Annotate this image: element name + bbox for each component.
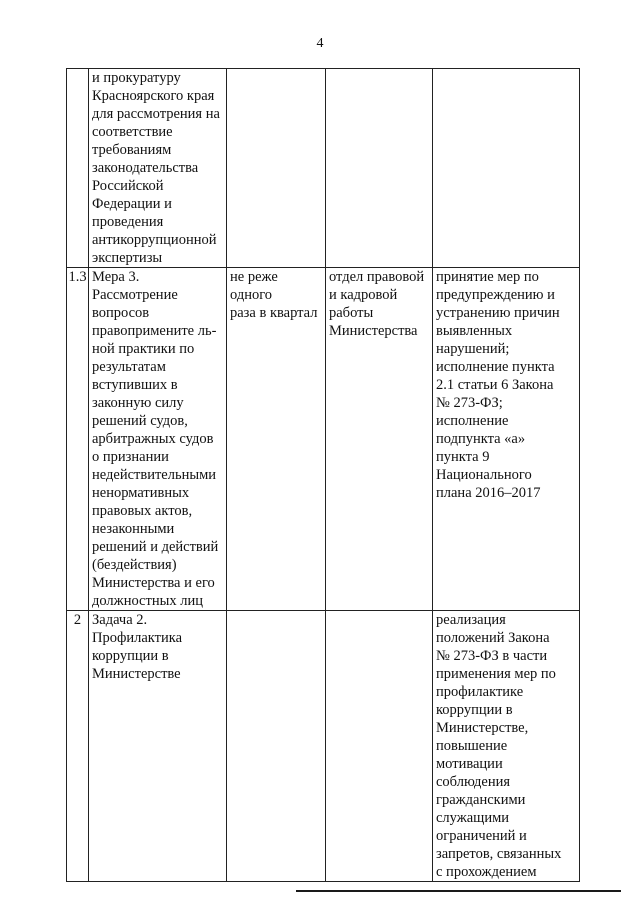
expected-result: принятие мер по предупреждению и устранению причин выявленных нарушений; исполнение пункта 2.1 статьи 6 Закона № 273-ФЗ; исполнение подпункта «а» пункта 9 Национального плана 2016–2017 [436,269,560,501]
executor-cell [326,268,433,611]
executor-cell [326,69,433,268]
measure-name-cell [89,69,227,268]
result-cell [433,69,580,268]
action-plan-table [66,68,580,882]
row-number-cell [67,611,89,882]
result-cell [433,611,580,882]
table-row [67,611,580,882]
scan-edge-line [296,890,621,892]
measure-name: Мера 3. Рассмотрение вопросов правопримените ль- ной практики по результатам вступивших в законную силу решений судов, арбитражных судов о признании недействительными ненормативных правовых актов, незаконными решений и действий (бездействия) Министерства и его должностных лиц [92,269,219,609]
row-number: 1.3 [68,269,87,285]
measure-name-cell [89,611,227,882]
expected-result: реализация положений Закона № 273-ФЗ в части применения мер по профилактике коррупции в Министерстве, повышение мотивации соблюдения гражданскими служащими ограничений и запретов, связанных с прохождением [436,612,562,880]
measure-name: Задача 2. Профилактика коррупции в Министерстве [92,612,183,682]
executor: отдел правовой и кадровой работы Министерства [329,269,425,339]
row-number: 2 [73,612,82,628]
measure-name-cell [89,268,227,611]
period-cell [227,611,326,882]
table-row [67,69,580,268]
table-row [67,268,580,611]
measure-name: и прокуратуру Красноярского края для рассмотрения на соответствие требованиям законодательства Российской Федерации и проведения антикоррупционной экспертизы [92,70,220,266]
result-cell [433,268,580,611]
period-cell [227,268,326,611]
period-cell [227,69,326,268]
page-number: 4 [316,36,324,51]
row-number-cell [67,268,89,611]
row-number-cell [67,69,89,268]
period: не реже одного раза в квартал [230,269,318,321]
executor-cell [326,611,433,882]
